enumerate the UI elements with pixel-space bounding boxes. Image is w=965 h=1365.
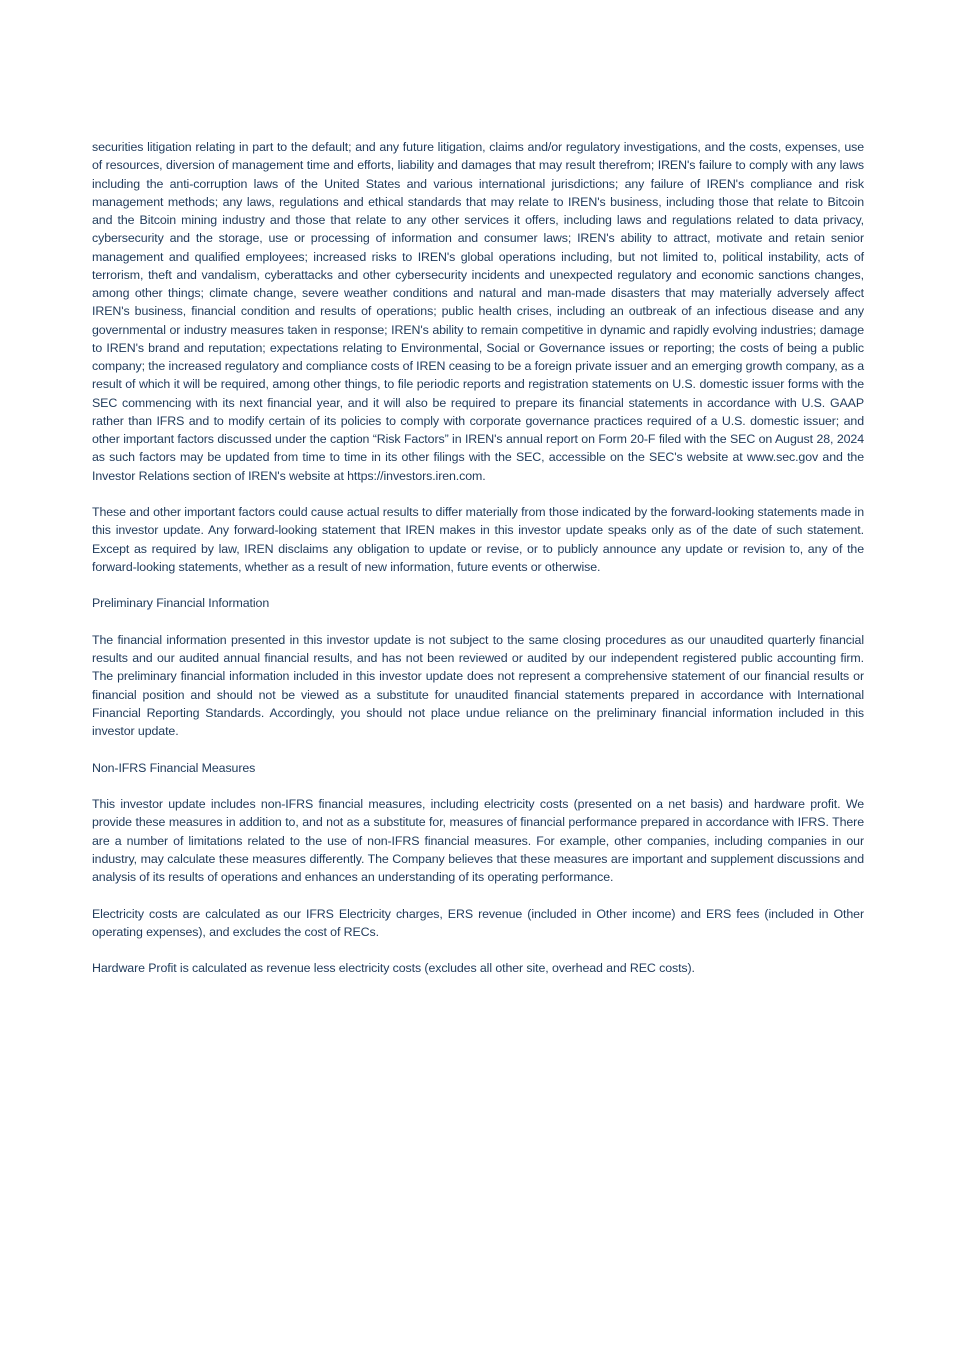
preliminary-heading: Preliminary Financial Information: [92, 596, 270, 611]
document-page: [92, 138, 864, 996]
forward-looking-paragraph: These and other important factors could cause actual results to differ materially from those indicated by the forward-looking statements made in this investor update. Any forward-looking statement that IREN makes in this investor update speaks only as of the date of such statement. Except as required by law, IREN disclaims any obligation to update or revise, or to publicly announce any update or revision to, any of the forward-looking statements, whether as a result of new information, future events or otherwise.: [92, 505, 864, 574]
non-ifrs-heading: Non-IFRS Financial Measures: [92, 760, 256, 775]
hardware-profit-paragraph: Hardware Profit is calculated as revenue less electricity costs (excludes all other site, overhead and REC costs).: [92, 961, 695, 976]
non-ifrs-paragraph: This investor update includes non-IFRS financial measures, including electricity costs (presented on a net basis) and hardware profit. We provide these measures in addition to, and not as a substitute for, measures of financial performance prepared in accordance with IFRS. There are a number of limitations related to the use of non-IFRS financial measures. For example, other companies, including companies in our industry, may calculate these measures differently. The Company believes that these measures are important and supplement discussions and analysis of its results of operations and enhances an understanding of its operating performance.: [92, 797, 864, 884]
electricity-costs-paragraph: Electricity costs are calculated as our IFRS Electricity charges, ERS revenue (included in Other income) and ERS fees (included in Other operating expenses), and excludes the cost of RECs.: [92, 906, 864, 939]
risk-factors-paragraph: securities litigation relating in part to the default; and any future litigation, claims and/or regulatory investigations, and the costs, expenses, use of resources, diversion of management time and efforts, liability and damages that may result therefrom; IREN's failure to comply with any laws including the anti-corruption laws of the United States and various international jurisdictions; any failure of IREN's compliance and risk management methods; any laws, regulations and ethical standards that may relate to IREN's business, including those that relate to Bitcoin and the Bitcoin mining industry and those that relate to any other services it offers, including laws and regulations related to data privacy, cybersecurity and the storage, use or processing of information and consumer laws; IREN's ability to attract, motivate and retain senior management and qualified employees; increased risks to IREN's global operations including, but not limited to, political instability, acts of terrorism, theft and vandalism, cyberattacks and other cybersecurity incidents and unexpected regulatory and economic sanctions changes, among other things; climate change, severe weather conditions and natural and man-made disasters that may materially adversely affect IREN's business, financial condition and results of operations; public health crises, including an outbreak of an infectious disease and any governmental or industry measures taken in response; IREN's ability to remain competitive in dynamic and rapidly evolving industries; damage to IREN's brand and reputation; expectations relating to Environmental, Social or Governance issues or reporting; the costs of being a public company; the increased regulatory and compliance costs of IREN ceasing to be a foreign private issuer and an emerging growth company, as a result of which it will be required, among other things, to file periodic reports and registration statements on U.S. domestic issuer forms with the SEC commencing with its next financial year, and it will also be required to prepare its financial statements in accordance with U.S. GAAP rather than IFRS and to modify certain of its policies to comply with corporate governance practices required of a U.S. domestic issuer; and other important factors discussed under the caption “Risk Factors” in IREN's annual report on Form 20-F filed with the SEC on August 28, 2024 as such factors may be updated from time to time in its other filings with the SEC, accessible on the SEC's website at www.sec.gov and the Investor Relations section of IREN's website at https://investors.iren.com.: [92, 140, 864, 483]
preliminary-paragraph: The financial information presented in this investor update is not subject to the same closing procedures as our unaudited quarterly financial results and our audited annual financial results, and has not been reviewed or audited by our independent registered public accounting firm. The preliminary financial information included in this investor update does not represent a comprehensive statement of our financial results or financial position and should not be viewed as a substitute for unaudited financial statements prepared in accordance with International Financial Reporting Standards. Accordingly, you should not place undue reliance on the preliminary financial information included in this investor update.: [92, 632, 864, 738]
